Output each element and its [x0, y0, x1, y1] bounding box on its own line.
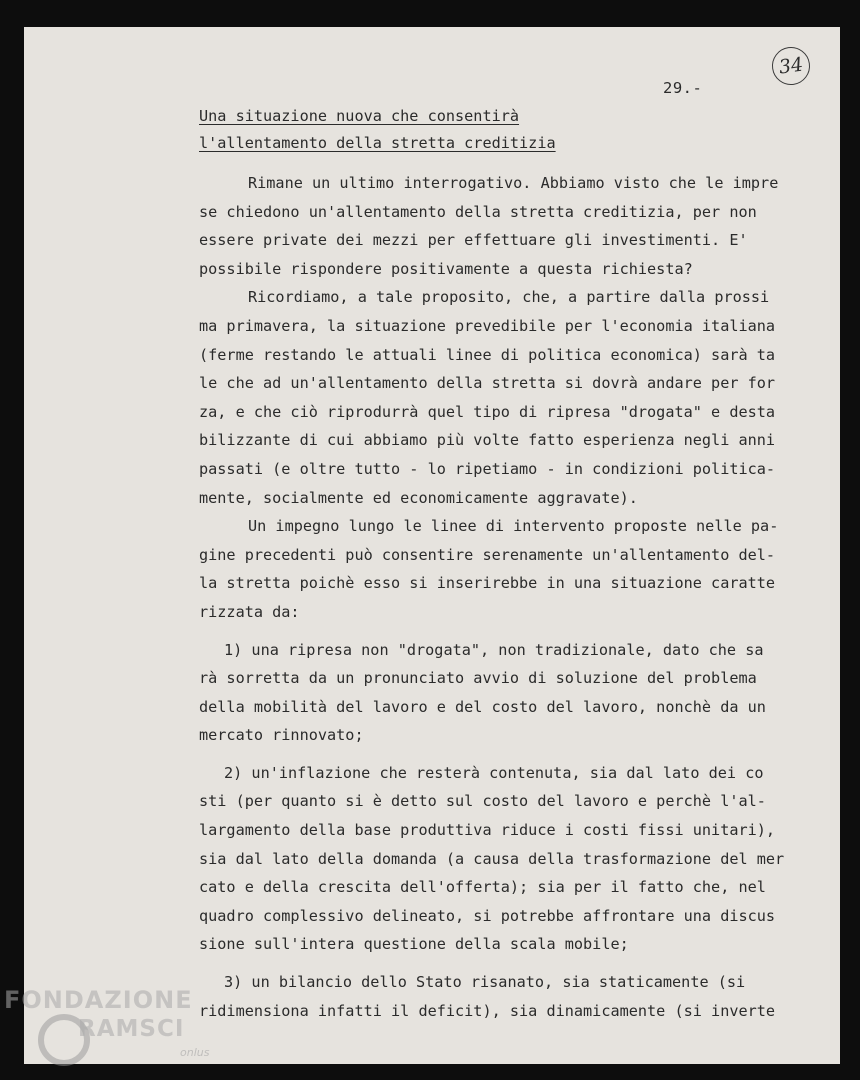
- text-line: 2) un'inflazione che resterà contenuta, sia dal lato dei co: [224, 763, 764, 782]
- text-line: mente, socialmente ed economicamente aggravate).: [199, 488, 638, 507]
- text-line: passati (e oltre tutto - lo ripetiamo - in condizioni politica-: [199, 459, 776, 478]
- text-line: rà sorretta da un pronunciato avvio di soluzione del problema: [199, 669, 757, 688]
- section-heading: [199, 103, 556, 157]
- text-line: le che ad un'allentamento della stretta si dovrà andare per for: [199, 374, 776, 393]
- text-line: gine precedenti può consentire serenamente un'allentamento del-: [199, 545, 776, 564]
- text-line: rizzata da:: [199, 602, 300, 621]
- watermark-line-1: FONDAZIONE: [4, 986, 193, 1014]
- text-line: za, e che ciò riprodurrà quel tipo di ripresa "drogata" e desta: [199, 402, 776, 421]
- text-line: cato e della crescita dell'offerta); sia per il fatto che, nel: [199, 878, 766, 897]
- text-line: sia dal lato della domanda (a causa della trasformazione del mer: [199, 849, 785, 868]
- text-line: 1) una ripresa non "drogata", non tradizionale, dato che sa: [224, 640, 764, 659]
- text-line: largamento della base produttiva riduce i costi fissi unitari),: [199, 821, 776, 840]
- text-line: Rimane un ultimo interrogativo. Abbiamo visto che le impre: [248, 174, 779, 192]
- text-line: essere private dei mezzi per effettuare gli investimenti. E': [199, 231, 748, 250]
- text-line: possibile rispondere positivamente a questa richiesta?: [199, 259, 693, 278]
- text-line: se chiedono un'allentamento della stretta creditizia, per non: [199, 202, 757, 221]
- body-text: [199, 169, 819, 1025]
- text-line: quadro complessivo delineato, si potrebbe affrontare una discus: [199, 906, 776, 925]
- text-line: 3) un bilancio dello Stato risanato, sia staticamente (si: [224, 973, 746, 992]
- text-line: la stretta poichè esso si inserirebbe in una situazione caratte: [199, 574, 776, 593]
- text-line: ridimensiona infatti il deficit), sia dinamicamente (si inverte: [199, 1001, 776, 1020]
- text-line: Un impegno lungo le linee di intervento proposte nelle pa-: [248, 517, 779, 536]
- text-line: mercato rinnovato;: [199, 726, 364, 745]
- text-line: della mobilità del lavoro e del costo del lavoro, nonchè da un: [199, 697, 766, 716]
- text-line: sione sull'intera questione della scala mobile;: [199, 935, 629, 954]
- page-number: 29.-: [663, 79, 703, 97]
- heading-line-2: l'allentamento della stretta creditizia: [199, 134, 556, 152]
- text-line: ma primavera, la situazione prevedibile per l'economia italiana: [199, 316, 776, 335]
- watermark-line-3: onlus: [180, 1046, 210, 1059]
- text-line: (ferme restando le attuali linee di politica economica) sarà ta: [199, 345, 776, 364]
- text-line: bilizzante di cui abbiamo più volte fatto esperienza negli anni: [199, 431, 776, 450]
- watermark-line-2: RAMSCI: [78, 1016, 185, 1042]
- archive-page-number: 34: [770, 45, 813, 88]
- text-line: Ricordiamo, a tale proposito, che, a partire dalla prossi: [248, 288, 770, 307]
- heading-line-1: Una situazione nuova che consentirà: [199, 107, 520, 125]
- document-page: [24, 27, 840, 1064]
- text-line: sti (per quanto si è detto sul costo del lavoro e perchè l'al-: [199, 792, 766, 811]
